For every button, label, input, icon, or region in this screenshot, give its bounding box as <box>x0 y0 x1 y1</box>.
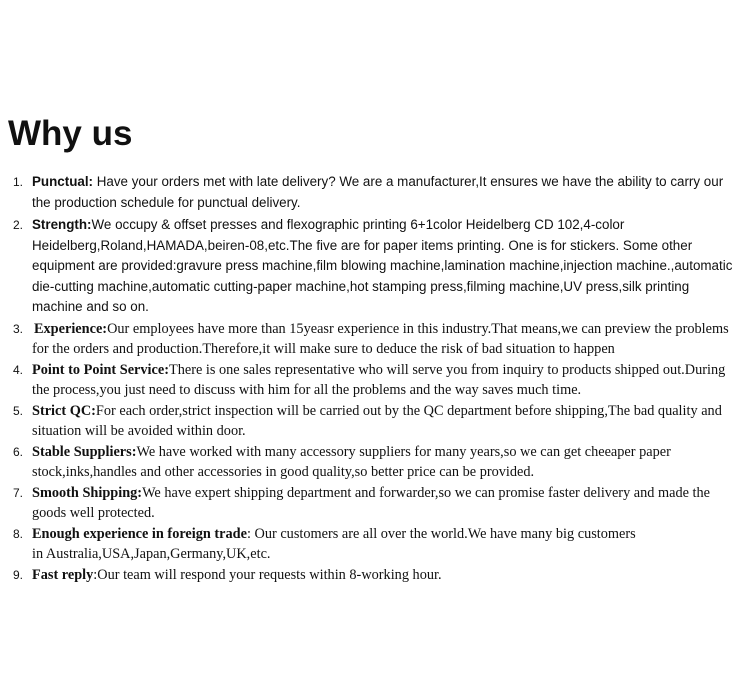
list-number: 6. <box>13 444 24 459</box>
reason-item-smooth-shipping <box>0 483 747 524</box>
reason-text: : Our customers are all over the world.We have many big customers <box>246 525 636 542</box>
list-number: 3. <box>13 321 24 336</box>
reason-item-foreign-trade <box>0 524 747 565</box>
reason-text: Our employees have more than 15yeasr experience in this industry.That means,we can preview the problems for the orders and production.Therefore,it will make sure to deduce the risk of bad situation to happen <box>32 320 729 357</box>
reason-item-punctual <box>0 172 747 213</box>
reason-text: We occupy & offset presses and flexographic printing 6+1color Heidelberg CD 102,4-color Heidelberg,Roland,HAMADA,beiren-08,etc.The five are for paper items printing. One is for stickers. Some other equipment are provided:gravure press machine,film blowing machine,lamination machine,injection machine.,automatic die-cutting machine,automatic cutting-paper machine,hot stamping press,filming machine,UV press,silk printing machine and so on. <box>32 217 733 314</box>
reasons-list <box>0 172 747 585</box>
page-title: Why us <box>8 114 133 153</box>
reason-heading: Enough experience in foreign trade <box>32 525 247 542</box>
reason-heading: Smooth Shipping: <box>32 484 143 501</box>
list-number: 9. <box>13 567 24 582</box>
reason-heading: Point to Point Service: <box>32 361 169 378</box>
reason-item-stable-suppliers <box>0 442 747 483</box>
reason-item-fast-reply <box>0 565 747 586</box>
list-number: 7. <box>13 485 24 500</box>
list-number: 2. <box>13 218 24 232</box>
list-number: 4. <box>13 362 24 377</box>
reason-heading: Strength: <box>32 217 92 232</box>
reason-text-continued: in Australia,USA,Japan,Germany,UK,etc. <box>32 546 271 562</box>
reason-text: For each order,strict inspection will be carried out by the QC department before shipping,The bad quality and situation will be avoided within door. <box>32 402 722 439</box>
list-number: 5. <box>13 403 24 418</box>
list-number: 8. <box>13 526 24 541</box>
reason-item-strength <box>0 215 747 318</box>
reason-text: Have your orders met with late delivery? We are a manufacturer,It ensures we have the ability to carry our the production schedule for punctual delivery. <box>32 174 724 210</box>
reason-item-strict-qc <box>0 401 747 442</box>
reason-heading: Fast reply <box>32 566 94 583</box>
reason-text: We have expert shipping department and forwarder,so we can promise faster delivery and made the goods well protected. <box>32 484 711 521</box>
reason-text: There is one sales representative who will serve you from inquiry to products shipped out.During the process,you just need to discuss with him for all the problems and the way saves much time. <box>32 361 726 398</box>
reason-heading: Experience: <box>34 320 108 337</box>
reason-heading: Punctual: <box>32 174 94 189</box>
reason-heading: Stable Suppliers: <box>32 443 137 460</box>
reason-item-experience <box>0 319 747 360</box>
reason-text: :Our team will respond your requests within 8-working hour. <box>93 566 442 583</box>
reason-heading: Strict QC: <box>32 402 96 419</box>
reason-item-point-to-point <box>0 360 747 401</box>
list-number: 1. <box>13 175 24 189</box>
reason-text: We have worked with many accessory suppliers for many years,so we can get cheeaper paper stock,inks,handles and other accessories in good quality,so better price can be provided. <box>32 443 671 480</box>
